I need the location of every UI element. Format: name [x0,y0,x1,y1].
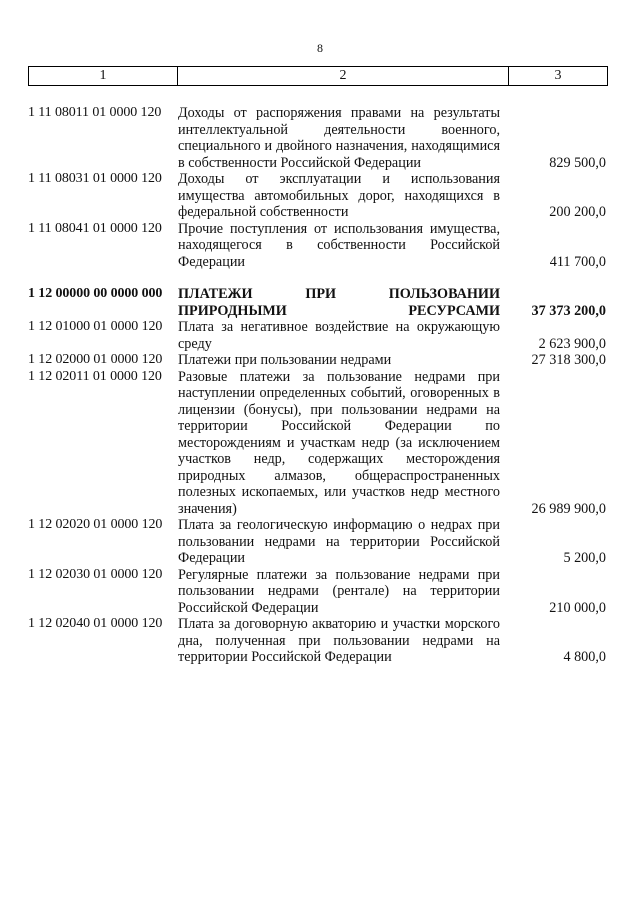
row-amount: 200 200,0 [549,204,606,220]
row-amount: 411 700,0 [549,253,606,270]
row-amount: 4 800,0 [563,649,606,665]
table-header [28,66,608,86]
row-code: 1 12 02030 01 0000 120 [28,566,163,582]
header-col-2: 2 [178,67,509,85]
row-name: ПЛАТЕЖИ ПРИ ПОЛЬЗОВАНИИ ПРИРОДНЫМИ РЕСУРСАМИ [178,286,500,319]
row-name: Платежи при пользовании недрами [178,352,392,368]
row-spacer [28,270,608,286]
row-code: 1 12 00000 00 0000 000 [28,286,163,301]
row-code: 1 12 02000 01 0000 120 [28,352,163,367]
row-amount: 829 500,0 [549,154,606,171]
table-row [28,616,608,666]
row-code: 1 12 01000 01 0000 120 [28,319,163,334]
row-name: Регулярные платежи за пользование недрами при пользовании недрами (рентале) на территории Российской Федерации [178,566,500,616]
table-row [28,319,608,352]
row-code: 1 11 08041 01 0000 120 [28,220,162,236]
row-name: Плата за геологическую информацию о недрах при пользовании недрами на территории Российской Федерации [178,517,500,566]
table-row [28,352,608,369]
row-code: 1 11 08011 01 0000 120 [28,105,162,120]
row-code: 1 12 02020 01 0000 120 [28,517,163,532]
row-name: Доходы от эксплуатации и использования имущества автомобильных дорог, находящихся в федеральной собственности [178,171,500,220]
row-amount: 210 000,0 [549,599,606,616]
table-row [28,369,608,518]
table-row-section [28,286,608,319]
row-amount: 27 318 300,0 [531,352,606,368]
row-name: Плата за негативное воздействие на окружающую среду [178,319,500,352]
row-amount: 37 373 200,0 [531,302,606,319]
table-row [28,171,608,221]
header-col-3: 3 [554,68,562,83]
table-row [28,517,608,567]
row-code: 1 12 02011 01 0000 120 [28,368,162,384]
row-amount: 5 200,0 [563,550,606,566]
row-name: Прочие поступления от использования имущества, находящегося в собственности Российской Федерации [178,220,500,270]
page-number: 8 [317,41,323,55]
row-code: 1 12 02040 01 0000 120 [28,616,163,631]
row-name: Доходы от распоряжения правами на результаты интеллектуальной деятельности военного, специального и двойного назначения, находящимися в собственности Российской Федерации [178,105,500,171]
row-amount: 26 989 900,0 [531,500,606,517]
row-name: Разовые платежи за пользование недрами при наступлении определенных событий, оговоренных в лицензии (бонусы), при пользовании недрами на территории Российской Федерации по месторождениям и участкам недр (за исключением участков недр, содержащих месторождения природных алмазов, общераспространенных полезных ископаемых, или участков недр местного значения) [178,368,500,517]
row-amount: 2 623 900,0 [538,335,606,352]
row-name: Плата за договорную акваторию и участки морского дна, полученная при пользовании недрами на территории Российской Федерации [178,616,500,665]
table-row [28,567,608,617]
table-body [28,105,608,666]
row-code: 1 11 08031 01 0000 120 [28,171,162,186]
header-col-1: 1 [29,67,178,85]
table-row [28,221,608,271]
table-row [28,105,608,171]
